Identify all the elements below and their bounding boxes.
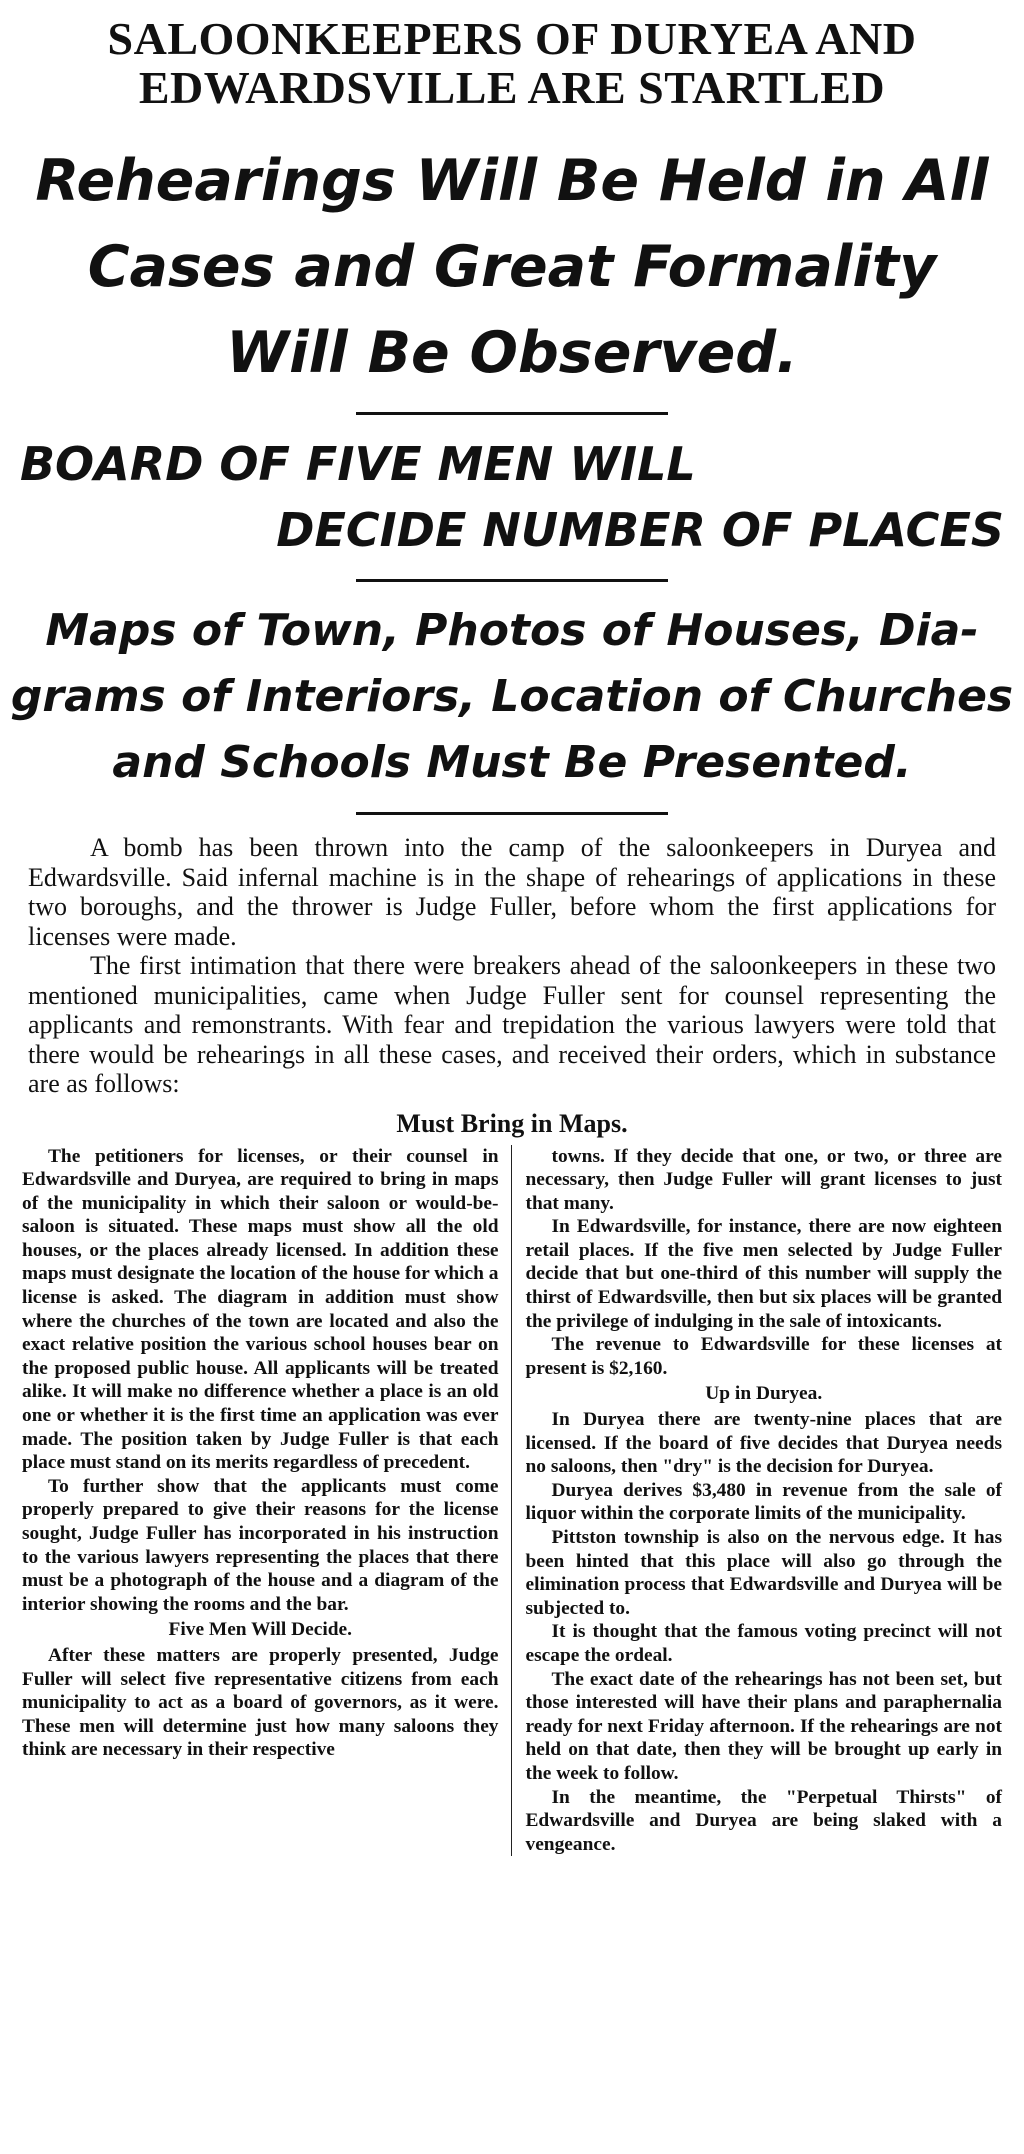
body-paragraph: The petitioners for licenses, or their counsel in Edwardsville and Duryea, are required to bring in maps of the municipality in which their saloon or would-be-saloon is situated. These maps must show all the old houses, or the places already licensed. In addition these maps must designate the location of the house for which a license is asked. The diagram in addition must show where the churches of the town are located and also the exact relative position the various school houses bear on the proposed public house. All applicants will be treated alike. It will make no difference whether a place is an old one or whether it is the first time an application was ever made. The position taken by Judge Fuller is that each place must stand on its merits regardless of precedent. (22, 1145, 499, 1474)
headline-deck-2 (10, 431, 1014, 563)
body-paragraph: In Duryea there are twenty-nine places that are licensed. If the board of five decides that Duryea needs no saloons, then "dry" is the decision for Duryea. (525, 1409, 1002, 1478)
divider-rule (356, 812, 668, 815)
deck-1-line-2: Cases and Great Formality (87, 234, 937, 300)
body-paragraph: The revenue to Edwardsville for these licenses at present is $2,160. (525, 1334, 1002, 1379)
deck-3-line-1: Maps of Town, Photos of Houses, Dia- (45, 605, 979, 656)
body-paragraph: The exact date of the rehearings has not been set, but those interested will have their plans and paraphernalia ready for next Friday afternoon. If the rehearings are not held on that date, then they will be brought up early in the week to follow. (525, 1668, 1002, 1784)
column-subhead: Five Men Will Decide. (168, 1619, 352, 1641)
lede-text (28, 833, 996, 1099)
body-paragraph: towns. If they decide that one, or two, or three are necessary, then Judge Fuller will grant licenses to just that many. (525, 1145, 1002, 1214)
right-column (526, 1145, 1003, 1857)
headline-top-line-1: SALOONKEEPERS OF DURYEA AND (107, 13, 917, 64)
divider-rule (356, 579, 668, 582)
newspaper-clipping (10, 14, 1014, 2146)
body-paragraph: In the meantime, the "Perpetual Thirsts" of Edwardsville and Duryea are being slaked with a vengeance. (525, 1786, 1002, 1855)
deck-2-line-1: BOARD OF FIVE MEN WILL (20, 437, 696, 491)
headline-top (10, 14, 1014, 112)
body-paragraph: In Edwardsville, for instance, there are now eighteen retail places. If the five men selected by Judge Fuller decide that but one-third of this number will supply the thirst of Edwardsville, then but six places will be granted the privilege of indulging in the sale of intoxicants. (525, 1216, 1002, 1332)
body-paragraph: After these matters are properly presented, Judge Fuller will select five representative citizens from each municipality to act as a board of governors, as it were. These men will determine just how many saloons they think are necessary in their respective (22, 1644, 499, 1761)
body-paragraph: It is thought that the famous voting precinct will not escape the ordeal. (525, 1621, 1002, 1666)
body-paragraph: To further show that the applicants must come properly prepared to give their reasons for the license sought, Judge Fuller has incorporated in his instruction to the various lawyers representing the places that there must be a photograph of the house and a diagram of the interior showing the rooms and the bar. (22, 1475, 499, 1615)
lede-paragraph: The first intimation that there were breakers ahead of the saloonkeepers in these two mentioned municipalities, came when Judge Fuller sent for counsel representing the applicants and remonstrants. With fear and trepidation the various lawyers were told that there would be rehearings in all these cases, and received their orders, which in substance are as follows: (28, 951, 996, 1098)
left-column (22, 1145, 512, 1857)
deck-1-line-3: Will Be Observed. (226, 320, 798, 386)
deck-3-line-3: and Schools Must Be Presented. (112, 737, 912, 788)
deck-2-line-2: DECIDE NUMBER OF PLACES (276, 503, 1004, 557)
column-subhead: Up in Duryea. (705, 1383, 823, 1405)
deck-3-line-2: grams of Interiors, Location of Churches (10, 671, 1014, 722)
deck-1-line-1: Rehearings Will Be Held in All (35, 148, 989, 214)
divider-rule (356, 412, 668, 415)
body-paragraph: Duryea derives $3,480 in revenue from the sale of liquor within the corporate limits of the municipality. (525, 1479, 1002, 1525)
headline-deck-1 (10, 138, 1014, 396)
body-paragraph: Pittston township is also on the nervous edge. It has been hinted that this place will also go through the elimination process that Edwardsville and Duryea will be subjected to. (525, 1527, 1002, 1619)
section-subhead: Must Bring in Maps. (396, 1108, 628, 1138)
lede-paragraph: A bomb has been thrown into the camp of the saloonkeepers in Duryea and Edwardsville. Said infernal machine is in the shape of rehearings of applications in these two boroughs, and the thrower is Judge Fuller, before whom the first applications for licenses were made. (28, 833, 996, 951)
headline-deck-3 (10, 598, 1014, 796)
headline-top-line-2: EDWARDSVILLE ARE STARTLED (138, 62, 886, 113)
body-columns (22, 1145, 1002, 1857)
